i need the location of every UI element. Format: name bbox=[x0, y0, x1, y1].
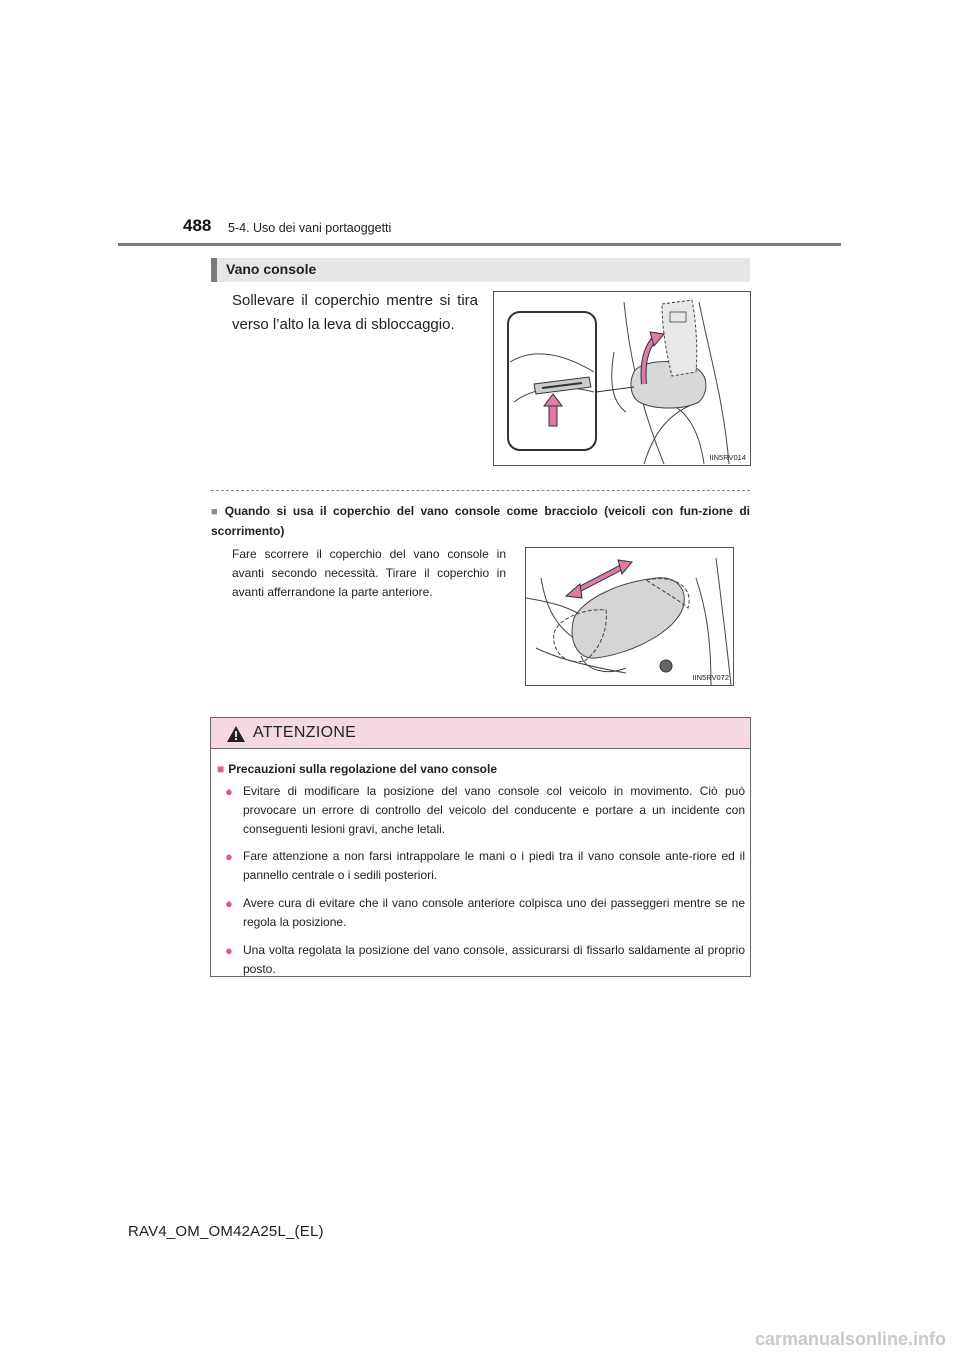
section-lead-text: Sollevare il coperchio mentre si tira verso l’alto la leva di sbloccaggio. bbox=[232, 292, 478, 333]
warning-item bbox=[225, 782, 745, 839]
section-reference: 5-4. Uso dei vani portaoggetti bbox=[228, 221, 392, 235]
warning-box bbox=[210, 717, 751, 977]
warning-item bbox=[225, 847, 745, 885]
page-number: 488 bbox=[183, 216, 212, 235]
section-title: Vano console bbox=[226, 261, 317, 277]
warning-header bbox=[211, 718, 750, 749]
bullet-dot-icon: ● bbox=[225, 784, 233, 799]
bullet-dot-icon: ● bbox=[225, 849, 233, 864]
figure2-code: IIN5RV072 bbox=[692, 673, 729, 682]
console-slide-illustration bbox=[526, 548, 733, 685]
subsection-heading-text: Quando si usa il coperchio del vano console come bracciolo (veicoli con fun-zione di scorrimento) bbox=[211, 504, 750, 538]
warning-item-text: Fare attenzione a non farsi intrappolare le mani o i piedi tra il vano console ante-riore ed il pannello centrale o i sedili posteriori. bbox=[243, 849, 745, 882]
subsection-heading bbox=[211, 502, 750, 541]
square-bullet-icon: ■ bbox=[217, 762, 225, 776]
section-title-bar bbox=[211, 258, 750, 282]
warning-heading-text: Precauzioni sulla regolazione del vano console bbox=[228, 762, 497, 776]
warning-heading bbox=[217, 762, 497, 776]
bullet-dot-icon: ● bbox=[225, 896, 233, 911]
warning-label: ATTENZIONE bbox=[253, 724, 357, 741]
header-rule bbox=[118, 243, 841, 246]
warning-item bbox=[225, 941, 745, 979]
warning-item-text: Evitare di modificare la posizione del vano console col veicolo in movimento. Ciò può provocare un errore di controllo del veicolo del conducente e portare a un incidente con conseguenti lesioni gravi, anche letali. bbox=[243, 784, 745, 836]
square-bullet-icon: ■ bbox=[211, 506, 221, 518]
figure-console-lid-slide bbox=[525, 547, 734, 686]
figure-console-lid-lift bbox=[493, 291, 751, 466]
figure1-code: IIN5RV014 bbox=[709, 453, 746, 462]
console-lid-illustration bbox=[494, 292, 750, 465]
warning-item bbox=[225, 894, 745, 932]
warning-item-text: Avere cura di evitare che il vano console anteriore colpisca uno dei passeggeri mentre se ne regola la posizione. bbox=[243, 896, 745, 929]
subsection-divider bbox=[211, 490, 750, 491]
bullet-dot-icon: ● bbox=[225, 943, 233, 958]
warning-item-text: Una volta regolata la posizione del vano console, assicurarsi di fissarlo saldamente al proprio posto. bbox=[243, 943, 745, 976]
document-code: RAV4_OM_OM42A25L_(EL) bbox=[128, 1223, 324, 1240]
warning-triangle-icon bbox=[227, 726, 245, 742]
subsection-text: Fare scorrere il coperchio del vano console in avanti secondo necessità. Tirare il coperchio in avanti afferrandone la parte anteriore. bbox=[232, 547, 506, 599]
section-bar-accent bbox=[211, 258, 217, 282]
watermark: carmanualsonline.info bbox=[754, 1329, 946, 1349]
